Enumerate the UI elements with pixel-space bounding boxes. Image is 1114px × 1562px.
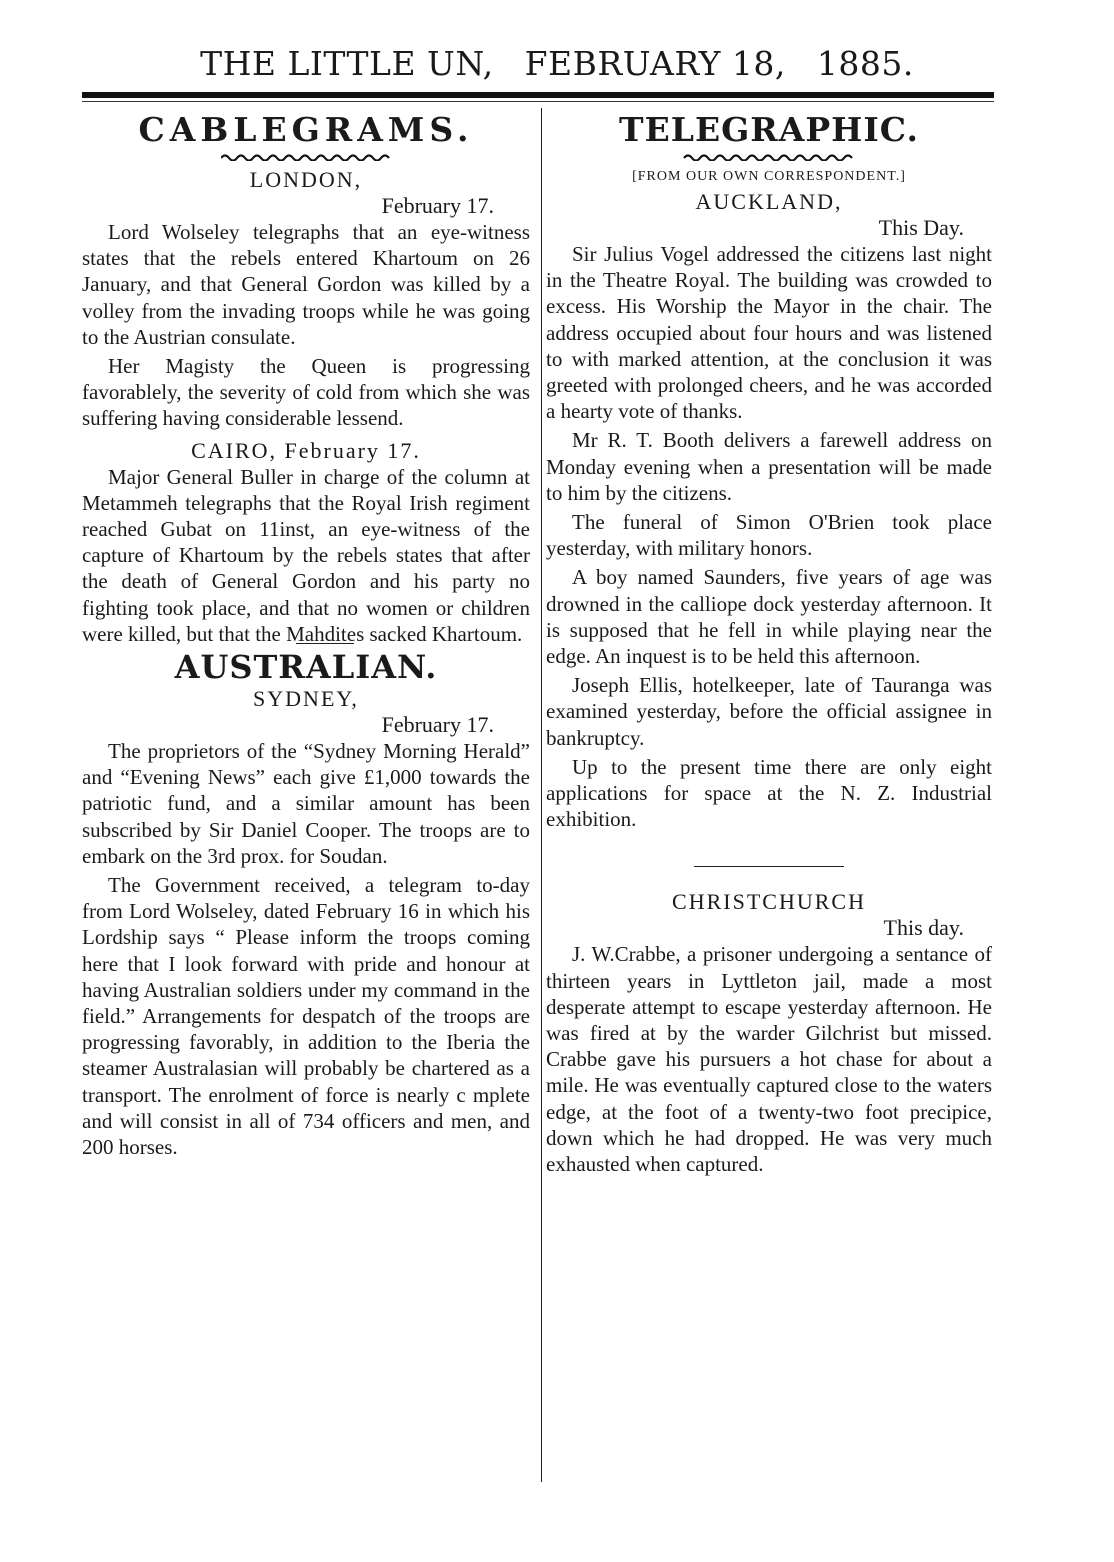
article-paragraph: Lord Wolseley telegraphs that an eye-witness states that the rebels entered Khartoum on 26 January, and that General Gordon was killed by a volley from the invading troops while he was going to the Austrian consulate. (82, 220, 530, 349)
dateline-date: February 17. (381, 712, 494, 738)
telegraphic-heading: TELEGRAPHIC. (619, 110, 919, 149)
article-paragraph: Mr R. T. Booth delivers a farewell address on Monday evening when a presentation will be made to him by the citizens. (546, 428, 992, 505)
masthead (0, 44, 1114, 83)
dateline-place: CHRISTCHURCH (672, 889, 866, 915)
dateline-place: LONDON, (249, 167, 363, 192)
dateline-place: SYDNEY, (253, 686, 359, 712)
paper-name: THE LITTLE UN, (200, 44, 494, 83)
section-rule (694, 866, 844, 867)
dateline-date: February 17. (381, 193, 494, 218)
article-paragraph: Up to the present time there are only eight applications for space at the N. Z. Industrial exhibition. (546, 754, 992, 832)
ornament-squiggle (221, 153, 391, 161)
dateline-date: This Day. (878, 215, 964, 240)
article-paragraph: Major General Buller in charge of the column at Metammeh telegraphs that the Royal Irish regiment reached Gubat on 11inst, an eye-witness of the capture of Khartoum by the rebels states that after the death of General Gordon and his party no fighting took place, and that no women or children were killed, but that the Mahdites sacked Khartoum. (82, 464, 530, 646)
article-paragraph: Joseph Ellis, hotelkeeper, late of Tauranga was examined yesterday, before the official assignee in bankruptcy. (546, 673, 992, 750)
article-paragraph: The proprietors of the “Sydney Morning Herald” and “Evening News” each give £1,000 towards the patriotic fund, and a similar amount has been subscribed by Sir Daniel Cooper. The troops are to embark on the 3rd prox. for Soudan. (82, 739, 530, 868)
article-paragraph: The Government received, a telegram to-day from Lord Wolseley, dated February 16 in which his Lordship says “ Please inform the troops coming here that I look forward with pride and honour at having Australian soldiers under my command in the field.” Arrangements for despatch of the troops are progressing favorably, in addition to the Iberia the steamer Australasian will probably be chartered as a transport. The enrolment of force is nearly c mplete and will consist in all of 734 officers and men, and 200 horses. (82, 873, 530, 1160)
article-paragraph: Sir Julius Vogel addressed the citizens last night in the Theatre Royal. The building was crowded to excess. His Worship the Mayor in the chair. The address occupied about four hours and was listened to with marked attention, at the conclusion it was greeted with prolonged cheers, and he was accorded a hearty vote of thanks. (546, 242, 992, 424)
correspondent-note: [FROM OUR OWN CORRESPONDENT.] (632, 169, 906, 184)
article-paragraph: Her Magisty the Queen is progressing favorablely, the severity of cold from which she was suffering having considerable lessend. (82, 354, 530, 431)
australian-heading: AUSTRALIAN. (174, 648, 438, 687)
left-column (82, 108, 530, 1160)
issue-year: 1885. (816, 44, 914, 83)
issue-date: FEBRUARY 18, (524, 44, 786, 83)
column-divider (541, 108, 542, 1482)
article-paragraph: The funeral of Simon O'Brien took place yesterday, with military honors. (546, 510, 992, 561)
masthead-rule-thin (82, 101, 994, 102)
dateline-place: AUCKLAND, (695, 189, 843, 214)
article-paragraph: J. W.Crabbe, a prisoner undergoing a sentance of thirteen years in Lyttleton jail, made a most desperate attempt to escape yesterday afternoon. He was fired at by the warder Gilchrist but missed. Crabbe gave his pursuers a hot chase for about a mile. He was eventually captured close to the waters edge, at the foot of a twenty-two foot precipice, down which he had dropped. He was very much exhausted when captured. (546, 942, 992, 1177)
masthead-rule (82, 92, 994, 98)
article-paragraph: A boy named Saunders, five years of age was drowned in the calliope dock yesterday afternoon. It is supposed that he fell in while playing near the edge. An inquest is to be held this afternoon. (546, 565, 992, 669)
right-column (546, 108, 992, 1177)
dateline-place: CAIRO, February 17. (191, 437, 421, 463)
ornament-squiggle (674, 153, 864, 161)
dateline-date: This day. (883, 915, 964, 941)
cablegrams-heading: CABLEGRAMS. (138, 110, 474, 149)
